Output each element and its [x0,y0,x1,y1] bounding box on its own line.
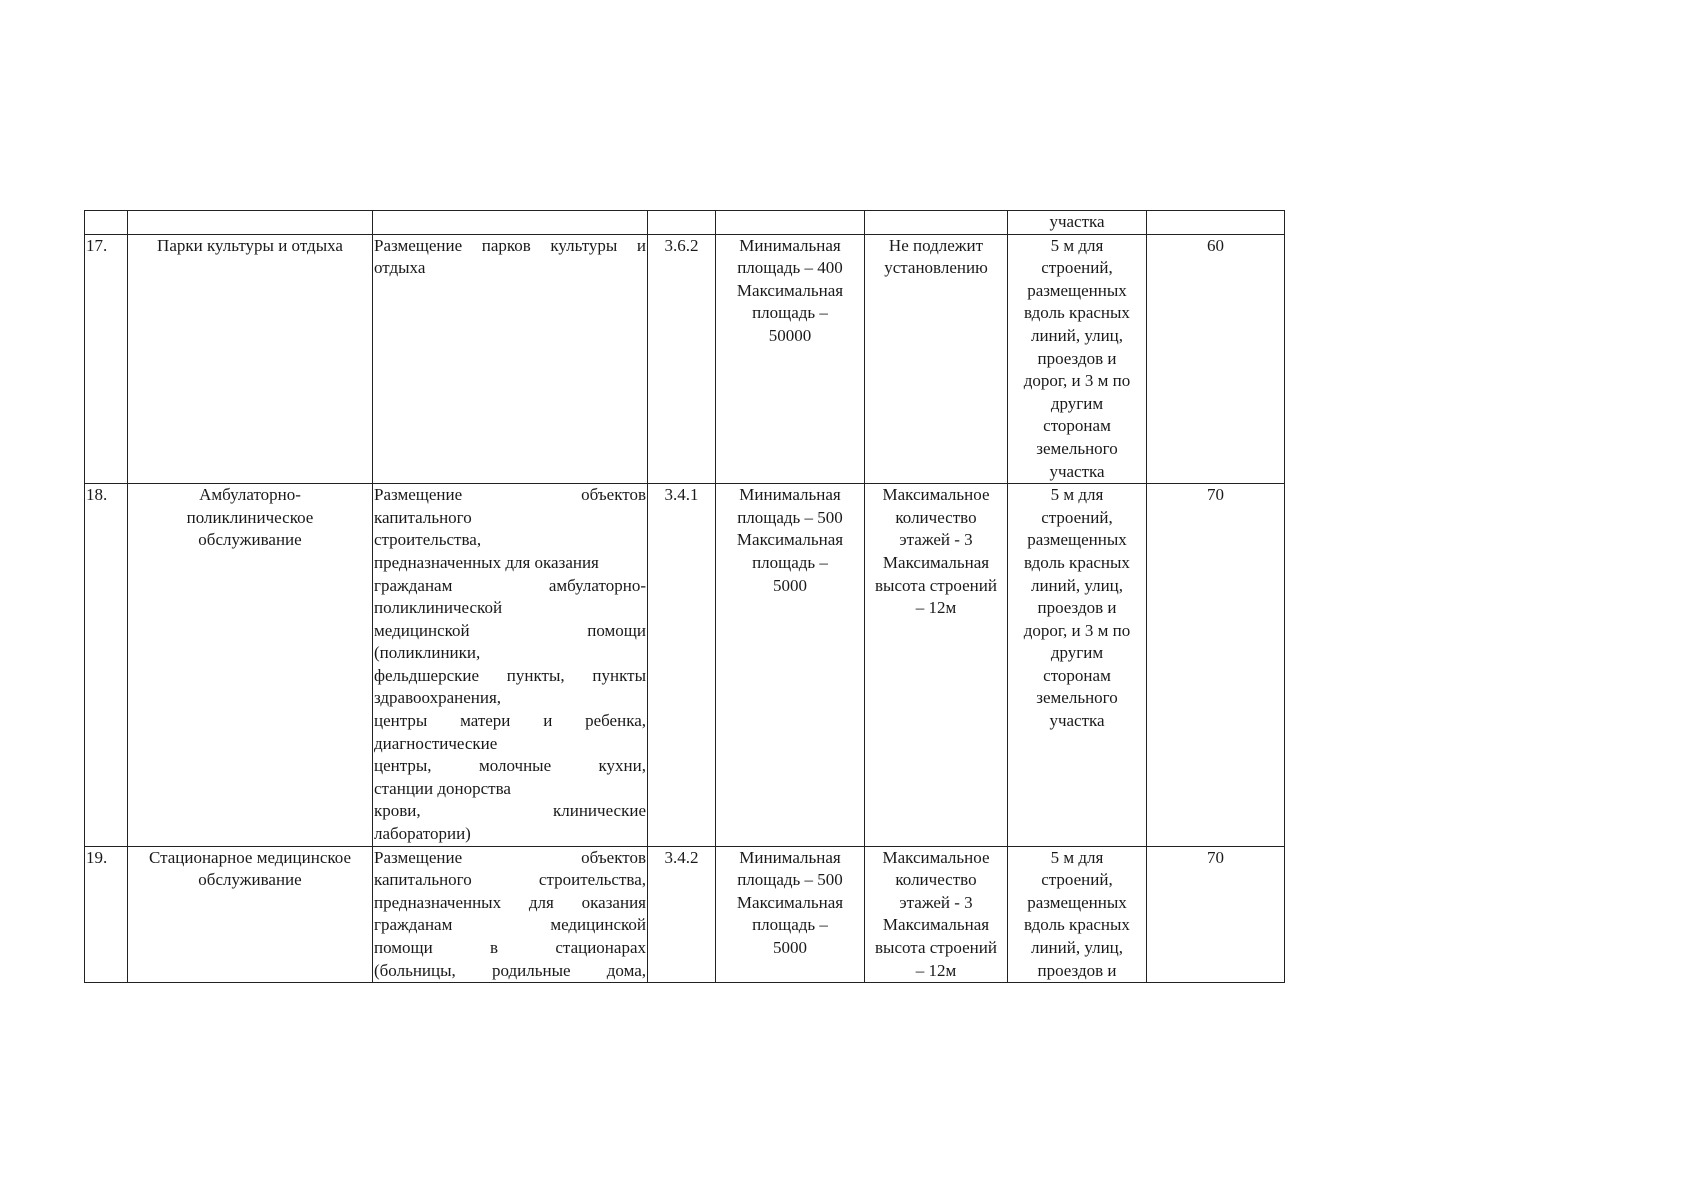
max-coverage-percent-cell [1147,234,1285,484]
setback-cell [1008,484,1147,847]
plot-area-line: площадь – [752,303,828,323]
max-coverage-percent: 60 [1207,235,1224,255]
row-number: 17. [86,235,108,255]
setback-line: строений, [1041,258,1113,278]
setback-line: сторонам [1043,665,1111,685]
setback-line: проездов и [1037,598,1117,618]
setback-line: дорог, и 3 м по [1023,371,1131,391]
max-coverage-percent-cell [1147,211,1285,235]
use-description-line: диагностические [374,733,498,753]
setback-line: размещенных [1027,280,1127,300]
use-description-line: Размещение объектов [374,847,646,867]
building-height-cell [865,484,1008,847]
setback-line: земельного [1036,688,1118,708]
setback-line: другим [1050,643,1104,663]
plot-area-line: площадь – [752,915,828,935]
use-description-cell [373,846,648,983]
setback-line: сторонам [1043,416,1111,436]
row-number: 18. [86,485,108,505]
use-description-cell [373,211,648,235]
use-description-line: Размещение объектов [374,485,646,505]
use-description-line: гражданам амбулаторно- [374,575,646,595]
setback-line: дорог, и 3 м по [1023,620,1131,640]
use-description-line: здравоохранения, [374,688,502,708]
setback-line: участка [1049,212,1105,231]
building-height-line: Максимальное [882,485,990,505]
table-row [85,846,1285,983]
plot-area-cell [716,234,865,484]
use-description-line: гражданам медицинской [374,915,646,935]
use-type-name-cell [128,234,373,484]
setback-line: проездов и [1037,348,1117,368]
use-description-line: строительства, [374,530,482,550]
use-description-line: центры матери и ребенка, [374,711,646,731]
classifier-code: 3.6.2 [664,235,699,255]
plot-area-line: 50000 [768,325,812,345]
classifier-code-cell [648,211,716,235]
setback-line: строений, [1041,507,1113,527]
row-number-cell [85,484,128,847]
setback-line: участка [1049,461,1105,481]
use-description-line: крови, клинические [374,801,646,821]
use-type-name-line: обслуживание [198,870,302,890]
use-type-name-line: Парки культуры и отдыха [157,235,343,255]
building-height-cell [865,234,1008,484]
row-number: 19. [86,847,108,867]
use-description-line: центры, молочные кухни, [374,756,646,776]
building-height-line: этажей - 3 [899,892,973,912]
use-description-line: медицинской помощи [374,620,646,640]
row-number-cell [85,211,128,235]
setback-line: линий, улиц, [1030,938,1124,957]
building-height-cell [865,211,1008,235]
plot-area-cell [716,211,865,235]
plot-area-cell [716,484,865,847]
setback-line: 5 м для [1050,847,1104,867]
row-number-cell [85,846,128,983]
building-height-line: – 12м [915,598,957,618]
setback-line: вдоль красных [1024,303,1130,323]
use-description-cell [373,234,648,484]
use-description-line: фельдшерские пункты, пункты [374,665,646,685]
building-height-line: Максимальная [882,552,990,572]
use-type-name-line: обслуживание [198,530,302,550]
setback-line: линий, улиц, [1030,575,1124,595]
use-description-line: (поликлиники, [374,643,481,663]
building-height-line: Не подлежит [888,235,984,255]
use-description-line: Размещение парков культуры и [374,235,646,255]
setback-line: земельного [1036,438,1118,458]
use-description-line: предназначенных для оказания [374,892,646,912]
use-type-name-line: Стационарное медицинское [148,847,352,867]
setback-line: 5 м для [1050,485,1104,505]
setback-line: 5 м для [1050,235,1104,255]
classifier-code: 3.4.1 [664,485,699,505]
setback-cell [1008,211,1147,235]
classifier-code: 3.4.2 [664,847,699,867]
plot-area-line: Максимальная [736,530,844,550]
plot-area-line: Минимальная [739,485,841,505]
plot-area-line: 5000 [773,938,807,957]
use-description-line: поликлинической [374,598,503,618]
classifier-code-cell [648,846,716,983]
setback-line: вдоль красных [1024,552,1130,572]
use-description-line: (больницы, родильные дома, [374,960,646,980]
setback-line: проездов и [1037,960,1117,980]
use-type-name-line: поликлиническое [186,507,314,527]
use-type-name-cell [128,484,373,847]
use-description-line: капитального [374,507,472,527]
plot-area-line: Минимальная [739,235,841,255]
plot-area-line: Максимальная [736,280,844,300]
setback-line: другим [1050,393,1104,413]
setback-line: строений, [1041,870,1113,890]
plot-area-line: площадь – [752,552,828,572]
building-height-line: высота строений [875,575,997,595]
row-number-cell [85,234,128,484]
building-height-line: установлению [884,258,988,278]
building-height-line: количество [895,870,977,890]
setback-line: размещенных [1027,892,1127,912]
plot-area-line: площадь – 500 [737,870,843,890]
use-description-line: лаборатории) [374,824,471,844]
use-description-line: предназначенных для оказания [374,552,599,572]
table-row [85,211,1285,235]
plot-area-line: Минимальная [739,847,841,867]
table-row [85,484,1285,847]
max-coverage-percent-cell [1147,484,1285,847]
max-coverage-percent: 70 [1207,847,1224,867]
table-body [85,211,1285,983]
use-description-line: отдыха [374,258,426,278]
building-height-line: Максимальная [882,915,990,935]
building-height-line: Максимальное [882,847,990,867]
setback-cell [1008,846,1147,983]
plot-area-line: площадь – 400 [737,258,843,278]
building-height-line: – 12м [915,960,957,980]
use-type-name-line: Амбулаторно- [199,485,301,505]
setback-line: участка [1049,711,1105,731]
building-height-line: этажей - 3 [899,530,973,550]
plot-area-cell [716,846,865,983]
building-height-cell [865,846,1008,983]
building-height-line: высота строений [875,938,997,957]
use-type-name-cell [128,211,373,235]
setback-line: вдоль красных [1024,915,1130,935]
use-description-cell [373,484,648,847]
table-row [85,234,1285,484]
building-height-line: количество [895,507,977,527]
plot-area-line: площадь – 500 [737,507,843,527]
classifier-code-cell [648,234,716,484]
use-description-line: капитального строительства, [374,870,646,890]
setback-line: размещенных [1027,530,1127,550]
plot-area-line: Максимальная [736,892,844,912]
use-description-line: помощи в стационарах [374,938,646,957]
use-type-name-cell [128,846,373,983]
setback-cell [1008,234,1147,484]
max-coverage-percent: 70 [1207,485,1224,505]
use-description-line: станции донорства [374,778,511,798]
land-use-regulations-table [84,210,1285,983]
setback-line: линий, улиц, [1030,325,1124,345]
classifier-code-cell [648,484,716,847]
max-coverage-percent-cell [1147,846,1285,983]
plot-area-line: 5000 [773,575,807,595]
